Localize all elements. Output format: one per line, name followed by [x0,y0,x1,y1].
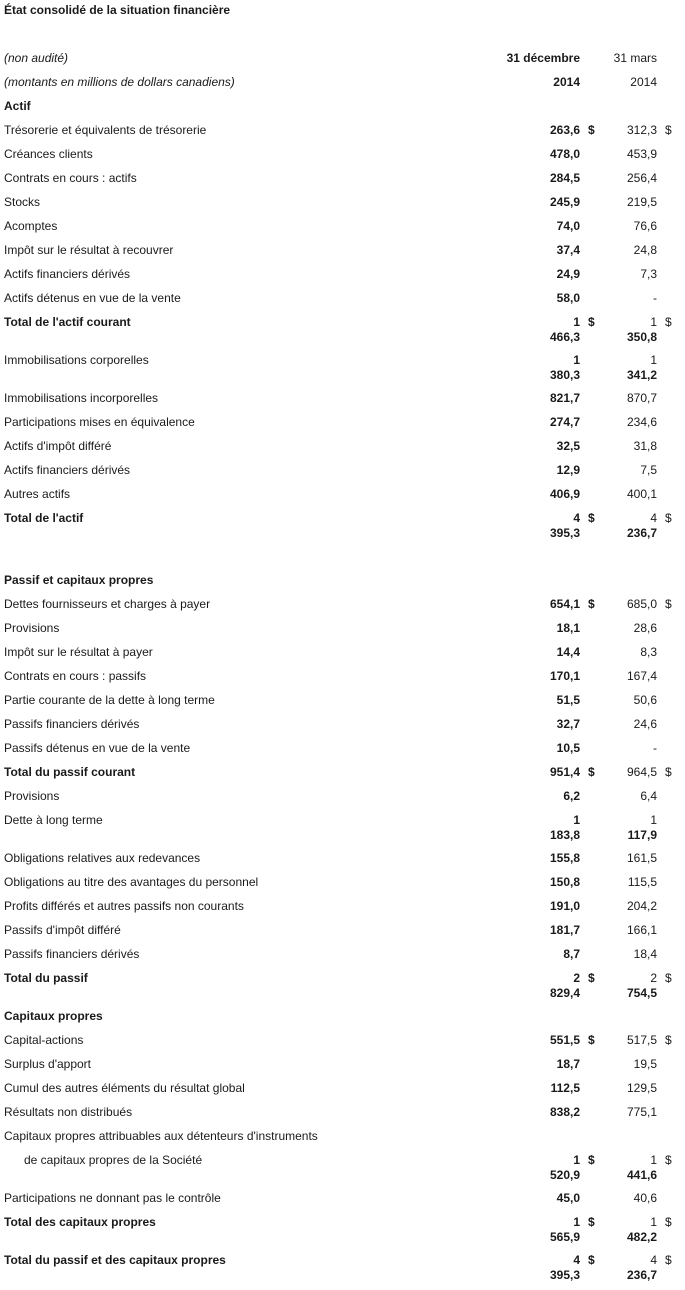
currency-col2: $ [665,1153,672,1167]
value-col2: 964,5 [626,765,657,779]
row-label: Créances clients [4,147,93,161]
table-row [0,267,685,291]
value-col1: 74,0 [556,219,580,233]
value-col2-line2: 236,7 [626,1268,657,1282]
table-row [0,219,685,243]
table-row [0,1033,685,1057]
currency-col2: $ [665,765,672,779]
row-label: Stocks [4,195,41,209]
value-col2-line1: 4 [650,1253,657,1267]
currency-col1: $ [588,765,595,779]
total-row [0,511,685,547]
value-col1: 245,9 [549,195,580,209]
value-col2: 18,4 [633,947,657,961]
row-label: Obligations relatives aux redevances [4,851,201,865]
value-col1: 284,5 [549,171,580,185]
value-col1: 654,1 [549,597,580,611]
row-label: Total de l'actif [4,511,84,525]
table-row [0,487,685,511]
row-label: Participations mises en équivalence [4,415,195,429]
value-col1-line1: 1 [573,315,580,329]
currency-col1: $ [588,1253,595,1267]
col1-header-date: 31 décembre [506,51,580,65]
row-label: de capitaux propres de la Société [24,1153,203,1167]
row-label: Autres actifs [4,487,71,501]
value-col1: 406,9 [549,487,580,501]
currency-col2: $ [665,1253,672,1267]
row-label: Obligations au titre des avantages du personnel [4,875,259,889]
value-col2-line2: 117,9 [627,828,657,842]
value-col2-line1: 1 [650,813,657,827]
total-row [0,765,685,789]
header-row-2 [0,75,685,99]
table-row [0,1057,685,1081]
value-col1: 24,9 [556,267,580,281]
value-col1: 18,1 [556,621,580,635]
currency-col2: $ [665,1215,672,1229]
value-col1: 37,4 [556,243,580,257]
currency-col1: $ [588,1215,595,1229]
table-row [0,123,685,147]
value-col1: 274,7 [549,415,580,429]
value-col1: 8,7 [563,947,580,961]
row-label: Participations ne donnant pas le contrôle [4,1191,221,1205]
section-heading-label: Actif [4,99,31,113]
row-label: Profits différés et autres passifs non courants [4,899,244,913]
table-row [0,463,685,487]
value-col1-line2: 829,4 [549,986,580,1000]
value-col1: 838,2 [549,1105,580,1119]
table-row [0,391,685,415]
value-col1: 181,7 [549,923,580,937]
currency-col2: $ [665,1033,672,1047]
value-col2-line2: 441,6 [626,1168,657,1182]
row-label: Actifs financiers dérivés [4,267,131,281]
value-col1-line2: 380,3 [549,368,580,382]
row-label: Contrats en cours : passifs [4,669,147,683]
value-col1-line2: 520,9 [549,1168,580,1182]
currency-col1: $ [588,511,595,525]
row-label: Contrats en cours : actifs [4,171,137,185]
value-col2: 685,0 [626,597,657,611]
currency-col1: $ [588,971,595,985]
value-col1-line1: 4 [573,1253,580,1267]
table-row [0,291,685,315]
value-col1: 150,8 [549,875,580,889]
value-col2: 219,5 [626,195,657,209]
value-col1: 14,4 [556,645,580,659]
value-col1: 170,1 [549,669,580,683]
value-col2: 870,7 [626,391,657,405]
value-col2: 19,5 [633,1057,657,1071]
total-row [0,971,685,1007]
grand-total-row [0,1253,685,1289]
row-label: Total du passif [4,971,88,985]
value-col1-line2: 395,3 [549,1268,580,1282]
value-col2: 115,5 [627,875,657,889]
table-row [0,899,685,923]
value-col2-line1: 1 [650,1153,657,1167]
total-row [0,1215,685,1251]
page-title: État consolidé de la situation financière [4,3,231,17]
row-label: Total du passif courant [4,765,136,779]
table-row [0,645,685,669]
value-col2-line2: 236,7 [626,526,657,540]
table-row [0,621,685,645]
section-heading-label: Passif et capitaux propres [4,573,154,587]
table-row [0,171,685,195]
value-col1-line2: 565,9 [549,1230,580,1244]
value-col1-line2: 183,8 [549,828,580,842]
value-col2: 167,4 [626,669,657,683]
row-label: Passifs financiers dérivés [4,947,140,961]
row-label: Dette à long terme [4,813,103,827]
row-label: Actifs financiers dérivés [4,463,131,477]
row-label: Actifs détenus en vue de la vente [4,291,181,305]
value-col1: 32,7 [556,717,580,731]
row-label: Passifs d'impôt différé [4,923,121,937]
table-row [0,439,685,463]
value-col2: - [653,741,657,755]
value-col1-line1: 1 [573,353,580,367]
table-row [0,243,685,267]
table-row [0,789,685,813]
table-row [0,353,685,389]
table-row [0,195,685,219]
row-label: Passifs détenus en vue de la vente [4,741,191,755]
section-heading-label: Capitaux propres [4,1009,103,1023]
row-label: Partie courante de la dette à long terme [4,693,215,707]
table-row [0,923,685,947]
value-col1-line1: 4 [573,511,580,525]
value-col1: 51,5 [556,693,580,707]
section-heading-passif [0,573,685,597]
table-row [0,717,685,741]
section-heading-capitaux [0,1009,685,1033]
currency-col1: $ [588,597,595,611]
row-label: Provisions [4,621,60,635]
row-label: Résultats non distribués [4,1105,133,1119]
row-label: Surplus d'apport [4,1057,92,1071]
value-col2: 31,8 [633,439,657,453]
value-col1: 58,0 [556,291,580,305]
value-col2: 234,6 [626,415,657,429]
table-row [0,1081,685,1105]
value-col2: 161,5 [626,851,657,865]
value-col1: 18,7 [556,1057,580,1071]
value-col1: 951,4 [549,765,580,779]
currency-col2: $ [665,597,672,611]
value-col2: 256,4 [626,171,657,185]
value-col1: 821,7 [549,391,580,405]
value-col1-line1: 1 [573,1153,580,1167]
table-row [0,1153,685,1189]
value-col2-line2: 482,2 [626,1230,657,1244]
table-row [0,669,685,693]
total-row [0,315,685,351]
value-col1-line1: 1 [573,813,580,827]
value-col2: 24,6 [633,717,657,731]
col1-header-year: 2014 [553,75,580,89]
value-col2: 7,3 [640,267,657,281]
value-col2-line2: 341,2 [626,368,657,382]
table-row [0,693,685,717]
currency-col1: $ [588,1033,595,1047]
table-row [0,597,685,621]
currency-col1: $ [588,315,595,329]
table-row [0,947,685,971]
section-heading-actif [0,99,685,123]
note-units: (montants en millions de dollars canadiens) [4,75,235,89]
currency-col2: $ [665,511,672,525]
row-label: Acomptes [4,219,58,233]
value-col2: 775,1 [626,1105,657,1119]
value-col2: 517,5 [626,1033,657,1047]
row-label: Provisions [4,789,60,803]
row-label: Total du passif et des capitaux propres [4,1253,226,1267]
value-col2: 40,6 [633,1191,657,1205]
col2-header-date: 31 mars [613,51,657,65]
currency-col1: $ [588,1153,595,1167]
value-col2: 6,4 [640,789,657,803]
value-col2-line1: 1 [650,315,657,329]
row-label: Immobilisations incorporelles [4,391,159,405]
col2-header-year: 2014 [630,75,657,89]
table-row [0,851,685,875]
value-col1: 478,0 [549,147,580,161]
value-col2: 312,3 [626,123,657,137]
row-label: Cumul des autres éléments du résultat global [4,1081,245,1095]
value-col1-line2: 395,3 [549,526,580,540]
value-col2-line1: 4 [650,511,657,525]
row-label: Total des capitaux propres [4,1215,156,1229]
value-col1: 551,5 [549,1033,580,1047]
value-col1: 6,2 [563,789,580,803]
row-label: Capital-actions [4,1033,84,1047]
row-label: Trésorerie et équivalents de trésorerie [4,123,207,137]
currency-col2: $ [665,315,672,329]
value-col2: 204,2 [626,899,657,913]
value-col2: 400,1 [626,487,657,501]
value-col2: 76,6 [633,219,657,233]
row-label: Passifs financiers dérivés [4,717,140,731]
value-col1: 263,6 [549,123,580,137]
value-col1: 12,9 [556,463,580,477]
row-label: Impôt sur le résultat à recouvrer [4,243,174,257]
header-row-1 [0,51,685,75]
row-label: Capitaux propres attribuables aux détenteurs d'instruments [4,1129,318,1143]
value-col2-line1: 1 [650,1215,657,1229]
value-col2: 8,3 [640,645,657,659]
value-col1-line1: 1 [573,1215,580,1229]
value-col2: 28,6 [633,621,657,635]
value-col2-line1: 1 [650,353,657,367]
table-row [0,1191,685,1215]
table-row [0,741,685,765]
table-row [0,875,685,899]
row-label: Dettes fournisseurs et charges à payer [4,597,211,611]
value-col2: 166,1 [626,923,657,937]
currency-col1: $ [588,123,595,137]
row-label: Total de l'actif courant [4,315,131,329]
value-col1-line1: 2 [573,971,580,985]
value-col2: 7,5 [640,463,657,477]
table-row [0,147,685,171]
table-row [0,1129,685,1153]
row-label: Actifs d'impôt différé [4,439,112,453]
value-col2-line2: 350,8 [626,330,657,344]
row-label: Impôt sur le résultat à payer [4,645,153,659]
currency-col2: $ [665,971,672,985]
table-row [0,415,685,439]
value-col2-line2: 754,5 [626,986,657,1000]
value-col2: 129,5 [626,1081,657,1095]
value-col2: - [653,291,657,305]
value-col1: 191,0 [549,899,580,913]
value-col2: 24,8 [633,243,657,257]
currency-col2: $ [665,123,672,137]
table-row [0,1105,685,1129]
row-label: Immobilisations corporelles [4,353,149,367]
value-col1-line2: 466,3 [549,330,580,344]
value-col2: 453,9 [626,147,657,161]
note-unaudited: (non audité) [4,51,69,65]
value-col1: 45,0 [556,1191,580,1205]
value-col2: 50,6 [633,693,657,707]
table-row [0,813,685,849]
value-col1: 32,5 [556,439,580,453]
value-col1: 112,5 [550,1081,580,1095]
value-col1: 155,8 [549,851,580,865]
value-col2-line1: 2 [650,971,657,985]
value-col1: 10,5 [556,741,580,755]
